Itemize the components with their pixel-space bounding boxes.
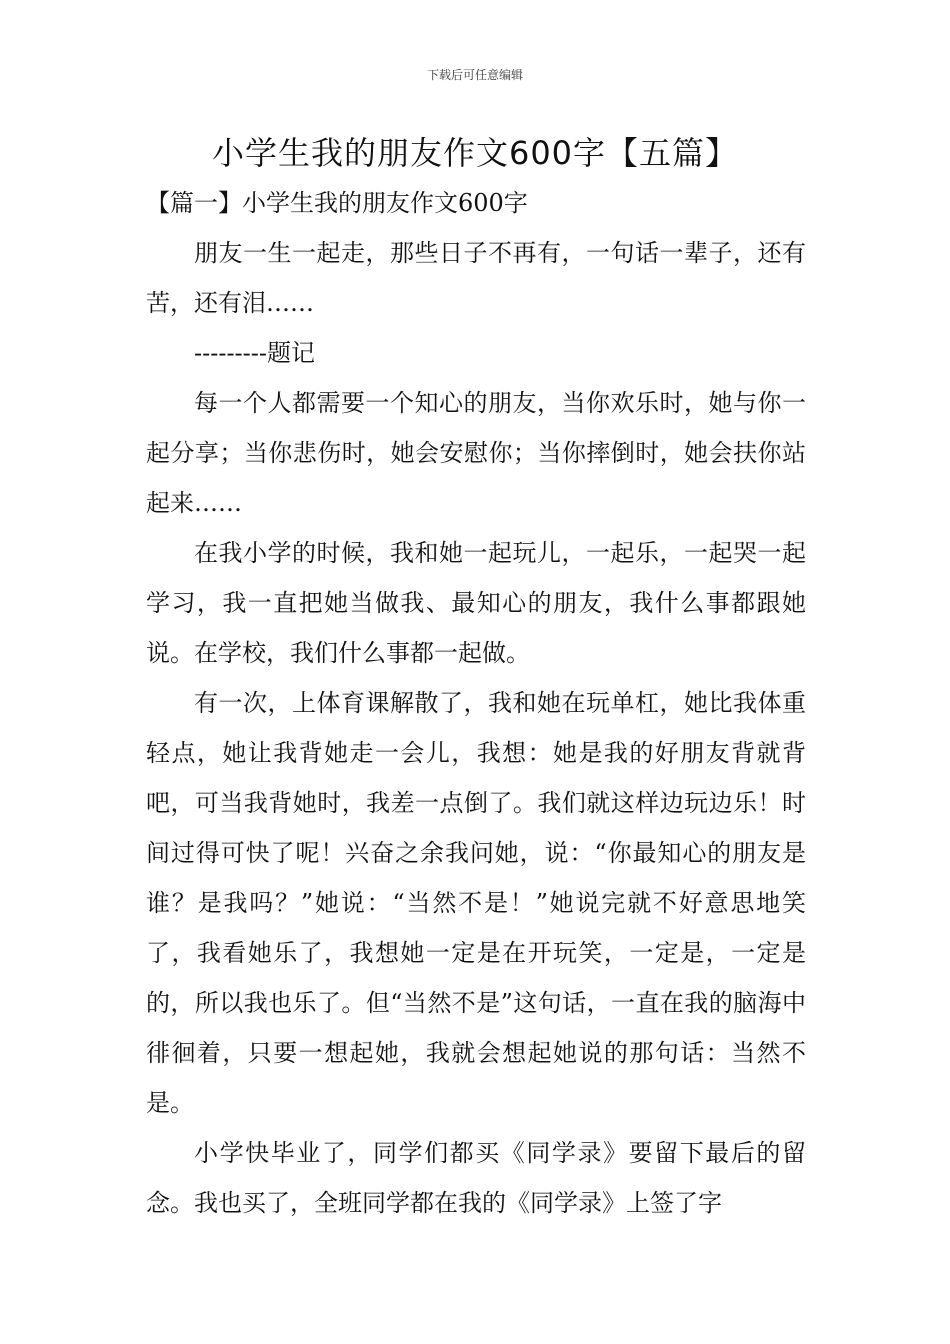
page-header-note: 下载后可任意编辑 bbox=[426, 68, 523, 82]
epigraph: 朋友一生一起走，那些日子不再有，一句话一辈子，还有苦，还有泪…… bbox=[146, 239, 806, 317]
document-title: 小学生我的朋友作文600字【五篇】 bbox=[211, 134, 739, 172]
paragraph: 在我小学的时候，我和她一起玩儿，一起乐，一起哭一起学习，我一直把她当做我、最知心的朋友，我什么事都跟她说。在学校，我们什么事都一起做。 bbox=[146, 539, 806, 667]
paragraph: 每一个人都需要一个知心的朋友，当你欢乐时，她与你一起分享；当你悲伤时，她会安慰你；当你摔倒时，她会扶你站起来…… bbox=[146, 389, 806, 517]
section-heading: 【篇一】小学生我的朋友作文600字 bbox=[146, 189, 528, 217]
epigraph-source: ---------题记 bbox=[194, 339, 315, 367]
paragraph: 有一次，上体育课解散了，我和她在玩单杠，她比我体重轻点，她让我背她走一会儿，我想：她是我的好朋友背就背吧，可当我背她时，我差一点倒了。我们就这样边玩边乐！时间过得可快了呢！兴奋之余我问她，说：“你最知心的朋友是谁？是我吗？”她说：“当然不是！”她说完就不好意思地笑了，我看她乐了，我想她一定是在开玩笑，一定是，一定是的，所以我也乐了。但“当然不是”这句话，一直在我的脑海中徘徊着，只要一想起她，我就会想起她说的那句话：当然不是。 bbox=[146, 689, 806, 1117]
document-body bbox=[146, 178, 806, 1228]
paragraph: 小学快毕业了，同学们都买《同学录》要留下最后的留念。我也买了，全班同学都在我的《同学录》上签了字 bbox=[146, 1139, 806, 1217]
